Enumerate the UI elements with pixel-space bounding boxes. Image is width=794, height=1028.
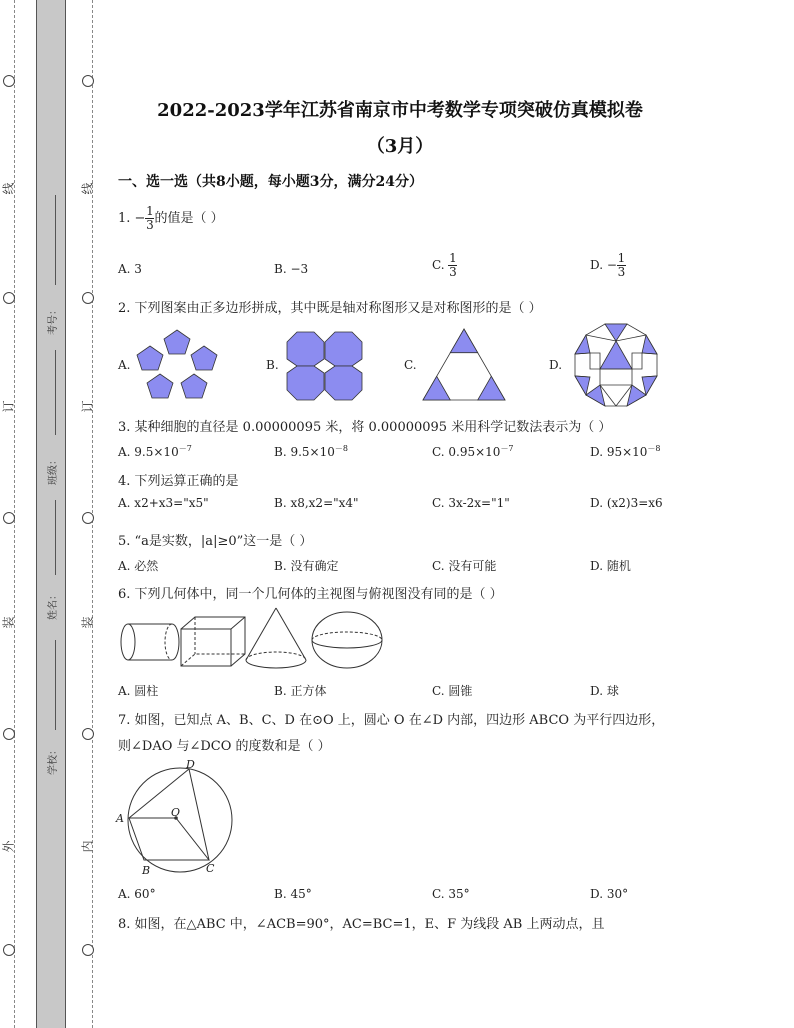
- field-xuexiao: 学校：: [48, 745, 59, 775]
- q1-c-fraction: [448, 252, 457, 279]
- q7-circle-figure: [116, 758, 232, 878]
- q6-option-a[interactable]: A. 圆柱: [118, 684, 159, 698]
- field-xingming: 姓名：: [48, 590, 59, 620]
- q5-option-c[interactable]: C. 没有可能: [432, 559, 497, 573]
- q3-d-base: D. 95×10: [590, 445, 648, 459]
- q4-option-b[interactable]: B. x8,x2="x4": [274, 496, 359, 510]
- q1-d-label: D. −: [590, 258, 617, 272]
- q4-option-d[interactable]: D. (x2)3=x6: [590, 496, 663, 510]
- q1-c-num: 1: [449, 251, 457, 265]
- question-4: 4. 下列运算正确的是: [118, 474, 239, 489]
- binding-hole: [3, 292, 15, 304]
- section-heading: 一、选一选（共8小题，每小题3分，满分24分）: [118, 174, 423, 190]
- q1-option-c[interactable]: [432, 252, 457, 279]
- q1-frac-num: 1: [146, 204, 154, 218]
- q1-stem: 的值是（ ）: [154, 211, 224, 226]
- margin-char-xian-outer: 线: [1, 182, 16, 195]
- q7-label-d: D: [186, 758, 195, 771]
- binding-hole: [82, 75, 94, 87]
- question-6: 6. 下列几何体中，同一个几何体的主视图与俯视图没有同的是（ ）: [118, 587, 503, 602]
- q7-label-b: B: [142, 864, 151, 877]
- margin-char-zhuang-outer: 装: [1, 616, 16, 629]
- q6-option-c[interactable]: C. 圆锥: [432, 684, 473, 698]
- q3-b-exp: －8: [334, 444, 348, 453]
- binding-hole: [82, 512, 94, 524]
- q6-sphere-figure: [310, 610, 384, 670]
- q5-option-b[interactable]: B. 没有确定: [274, 559, 339, 573]
- q3-c-exp: －7: [500, 444, 514, 453]
- q2-figure-a: [132, 328, 222, 402]
- question-7-line2: 则∠DAO 与∠DCO 的度数和是（ ）: [118, 739, 331, 754]
- q7-option-d[interactable]: D. 30°: [590, 887, 629, 901]
- margin-char-ding-outer: 订: [1, 400, 16, 413]
- binding-hole: [3, 728, 15, 740]
- question-3: 3. 某种细胞的直径是 0.00000095 米，将 0.00000095 米用科学记数法表示为（ ）: [118, 420, 612, 435]
- field-banji-line: [55, 350, 56, 435]
- q2-option-c-label[interactable]: C.: [404, 358, 417, 372]
- q6-cone-figure: [244, 606, 308, 670]
- binding-hole: [82, 944, 94, 956]
- q3-a-exp: －7: [178, 444, 192, 453]
- q6-option-b[interactable]: B. 正方体: [274, 684, 327, 698]
- q1-neg-sign: −: [134, 211, 146, 226]
- field-xuexiao-line: [55, 640, 56, 730]
- q7-label-a: A: [116, 812, 124, 825]
- q3-option-c[interactable]: [432, 443, 514, 459]
- question-5: 5. “a是实数，|a|≥0”这一是（ ）: [118, 534, 313, 549]
- q3-c-base: C. 0.95×10: [432, 445, 501, 459]
- q1-d-den: 3: [617, 265, 626, 279]
- q3-a-base: A. 9.5×10: [118, 445, 179, 459]
- q7-option-a[interactable]: A. 60°: [118, 887, 156, 901]
- field-kaohao: 考号：: [48, 305, 59, 335]
- q7-option-c[interactable]: C. 35°: [432, 887, 470, 901]
- q3-b-base: B. 9.5×10: [274, 445, 335, 459]
- q2-figure-b: [286, 331, 364, 401]
- q1-option-d[interactable]: [590, 252, 626, 279]
- field-banji: 班级：: [48, 455, 59, 485]
- binding-hole: [82, 292, 94, 304]
- q6-cube-figure: [178, 614, 248, 670]
- q3-d-exp: －8: [647, 444, 661, 453]
- question-8: 8. 如图，在△ABC 中，∠ACB=90°，AC=BC=1，E、F 为线段 AB 上两动点，且: [118, 917, 605, 932]
- margin-char-nei: 内: [80, 840, 95, 853]
- q1-option-a[interactable]: A. 3: [118, 262, 142, 276]
- q2-option-b-label[interactable]: B.: [266, 358, 279, 372]
- q1-frac-den: 3: [146, 218, 154, 232]
- q1-c-den: 3: [449, 265, 457, 279]
- q4-option-c[interactable]: C. 3x-2x="1": [432, 496, 510, 510]
- q3-option-d[interactable]: [590, 443, 661, 459]
- binding-hole: [82, 728, 94, 740]
- field-xingming-line: [55, 500, 56, 575]
- page-subtitle: （3月）: [366, 136, 434, 157]
- question-7-line1: 7. 如图，已知点 A、B、C、D 在⊙O 上，圆心 O 在∠D 内部，四边形 ABCO 为平行四边形，: [118, 713, 665, 728]
- q1-number: 1.: [118, 211, 131, 226]
- question-2: 2. 下列图案由正多边形拼成，其中既是轴对称图形又是对称图形的是（ ）: [118, 301, 542, 316]
- binding-band: [36, 0, 66, 1028]
- binding-hole: [3, 75, 15, 87]
- q3-option-a[interactable]: [118, 443, 192, 459]
- q6-cylinder-figure: [118, 618, 182, 666]
- q2-option-a-label[interactable]: A.: [118, 358, 131, 372]
- q7-option-b[interactable]: B. 45°: [274, 887, 312, 901]
- q1-d-fraction: [617, 252, 626, 279]
- q2-figure-c: [422, 328, 506, 402]
- q2-figure-d: [570, 323, 662, 407]
- field-kaohao-line: [55, 195, 56, 285]
- binding-hole: [3, 512, 15, 524]
- margin-char-wai: 外: [1, 840, 16, 853]
- q7-label-c: C: [206, 862, 215, 875]
- question-1: [118, 205, 224, 232]
- page-title: 2022-2023学年江苏省南京市中考数学专项突破仿真模拟卷: [157, 100, 643, 121]
- q5-option-d[interactable]: D. 随机: [590, 559, 631, 573]
- q2-option-d-label[interactable]: D.: [549, 358, 563, 372]
- margin-char-zhuang-inner: 装: [80, 616, 95, 629]
- margin-char-xian-inner: 线: [80, 182, 95, 195]
- q3-option-b[interactable]: [274, 443, 348, 459]
- q4-option-a[interactable]: A. x2+x3="x5": [118, 496, 209, 510]
- q7-label-o: O: [171, 806, 181, 819]
- margin-char-ding-inner: 订: [80, 400, 95, 413]
- q6-option-d[interactable]: D. 球: [590, 684, 619, 698]
- q1-c-label: C.: [432, 258, 445, 272]
- binding-hole: [3, 944, 15, 956]
- q1-d-num: 1: [617, 251, 626, 265]
- q1-option-b[interactable]: B. −3: [274, 262, 309, 276]
- q5-option-a[interactable]: A. 必然: [118, 559, 159, 573]
